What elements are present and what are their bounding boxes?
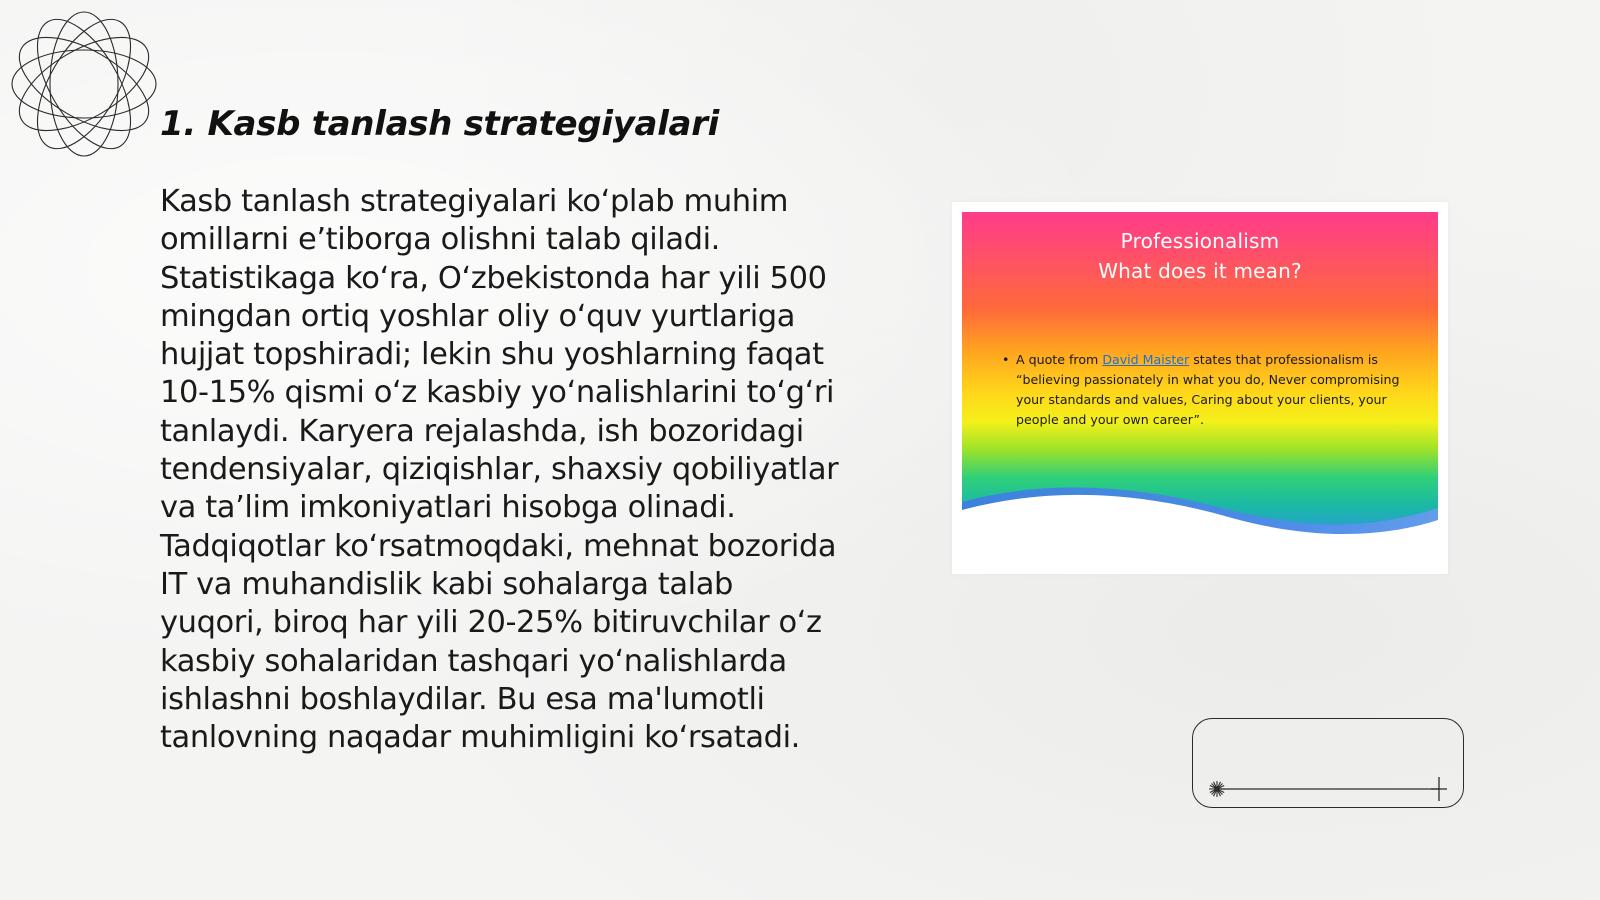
david-maister-link: David Maister [1102,352,1190,367]
bullet-text-suffix: states that professionalism is “believing passionately in what you do, Never compromising your standards and values, Caring about your clients, your people and your own career”. [1016,352,1400,427]
slider-line-graphic [1193,719,1465,809]
bullet-dot: • [1002,352,1010,367]
bullet-text-prefix: A quote from [1016,352,1103,367]
slide-title: 1. Kasb tanlash strategiyalari [160,104,720,144]
sparkle-icon [1209,781,1225,797]
decorative-slider-box [1192,718,1464,808]
embedded-slide-heading [962,226,1438,286]
embedded-slide-image [952,202,1448,574]
slide-body-text: Kasb tanlash strategiyalari koʻplab muhim omillarni eʼtiborga olishni talab qiladi. Statistikaga koʻra, Oʻzbekistonda har yili 500 mingdan ortiq yoshlar oliy oʻquv yurtlariga hujjat topshiradi; lekin shu yoshlarning faqat 10-15% qismi oʻz kasbiy yoʻnalishlarini toʻgʻri tanlaydi. Karyera rejalashda, ish bozoridagi tendensiyalar, qiziqishlar, shaxsiy qobiliyatlar va taʼlim imkoniyatlari hisobga olinadi. Tadqiqotlar koʻrsatmoqdaki, mehnat bozorida IT va muhandislik kabi sohalarga talab yuqori, biroq har yili 20-25% bitiruvchilar oʻz kasbiy sohalaridan tashqari yoʻnalishlarda ishlashni boshlaydilar. Bu esa ma'lumotli tanlovning naqadar muhimligini koʻrsatadi. [160,184,839,756]
overlapping-circles-icon [8,8,160,160]
embedded-slide-canvas [962,212,1438,562]
embedded-heading-line-1: Professionalism [1120,229,1280,253]
embedded-slide-bullet [1002,350,1408,430]
plus-icon [1431,777,1447,801]
embedded-heading-line-2: What does it mean? [1098,259,1302,283]
